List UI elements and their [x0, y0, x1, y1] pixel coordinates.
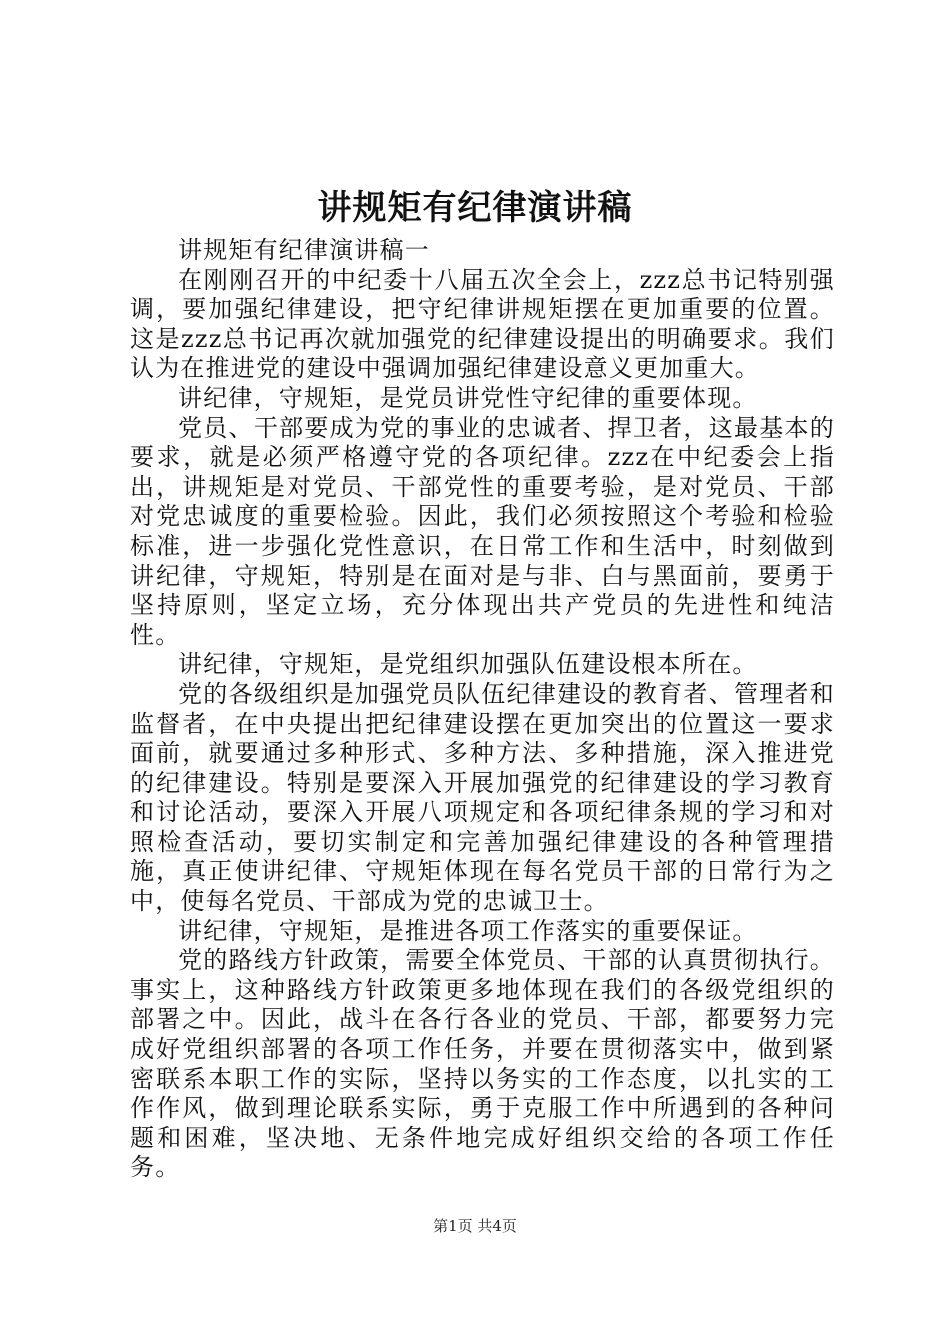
paragraph-intro: 在刚刚召开的中纪委十八届五次全会上，zzz总书记特别强调，要加强纪律建设，把守纪律讲规矩摆在更加重要的位置。这是zzz总书记再次就加强党的纪律建设提出的明确要求。我们认为在推进党的建设中强调加强纪律建设意义更加重大。: [130, 265, 835, 383]
page-footer: 第1页 共4页: [433, 1217, 517, 1235]
paragraph-heading-2: 讲纪律，守规矩，是党组织加强队伍建设根本所在。: [178, 650, 758, 679]
paragraph-subtitle: 讲规矩有纪律演讲稿一: [178, 236, 430, 264]
paragraph-heading-1: 讲纪律，守规矩，是党员讲党性守纪律的重要体现。: [178, 383, 758, 412]
paragraph-body-1: 党员、干部要成为党的事业的忠诚者、捍卫者，这最基本的要求，就是必须严格遵守党的各项纪律。zzz在中纪委会上指出，讲规矩是对党员、干部党性的重要考验，是对党员、干部对党忠诚度的重要检验。因此，我们必须按照这个考验和检验标准，进一步强化党性意识，在日常工作和生活中，时刻做到讲纪律，守规矩，特别是在面对是与非、白与黑面前，要勇于坚持原则，坚定立场，充分体现出共产党员的先进性和纯洁性。: [130, 413, 835, 649]
paragraph-body-2: 党的各级组织是加强党员队伍纪律建设的教育者、管理者和监督者，在中央提出把纪律建设摆在更加突出的位置这一要求面前，就要通过多种形式、多种方法、多种措施，深入推进党的纪律建设。特别是要深入开展加强党的纪律建设的学习教育和讨论活动，要深入开展八项规定和各项纪律条规的学习和对照检查活动，要切实制定和完善加强纪律建设的各种管理措施，真正使讲纪律、守规矩体现在每名党员干部的日常行为之中，使每名党员、干部成为党的忠诚卫士。: [130, 679, 835, 916]
document-body: [130, 236, 835, 1183]
document-title: 讲规矩有纪律演讲稿: [317, 188, 633, 228]
paragraph-body-3: 党的路线方针政策，需要全体党员、干部的认真贯彻执行。事实上，这种路线方针政策更多地体现在我们的各级党组织的部署之中。因此，战斗在各行各业的党员、干部，都要努力完成好党组织部署的各项工作任务，并要在贯彻落实中，做到紧密联系本职工作的实际，坚持以务实的工作态度，以扎实的工作作风，做到理论联系实际，勇于克服工作中所遇到的各种问题和困难，坚决地、无条件地完成好组织交给的各项工作任务。: [130, 946, 835, 1182]
paragraph-heading-3: 讲纪律，守规矩，是推进各项工作落实的重要保证。: [178, 916, 758, 945]
